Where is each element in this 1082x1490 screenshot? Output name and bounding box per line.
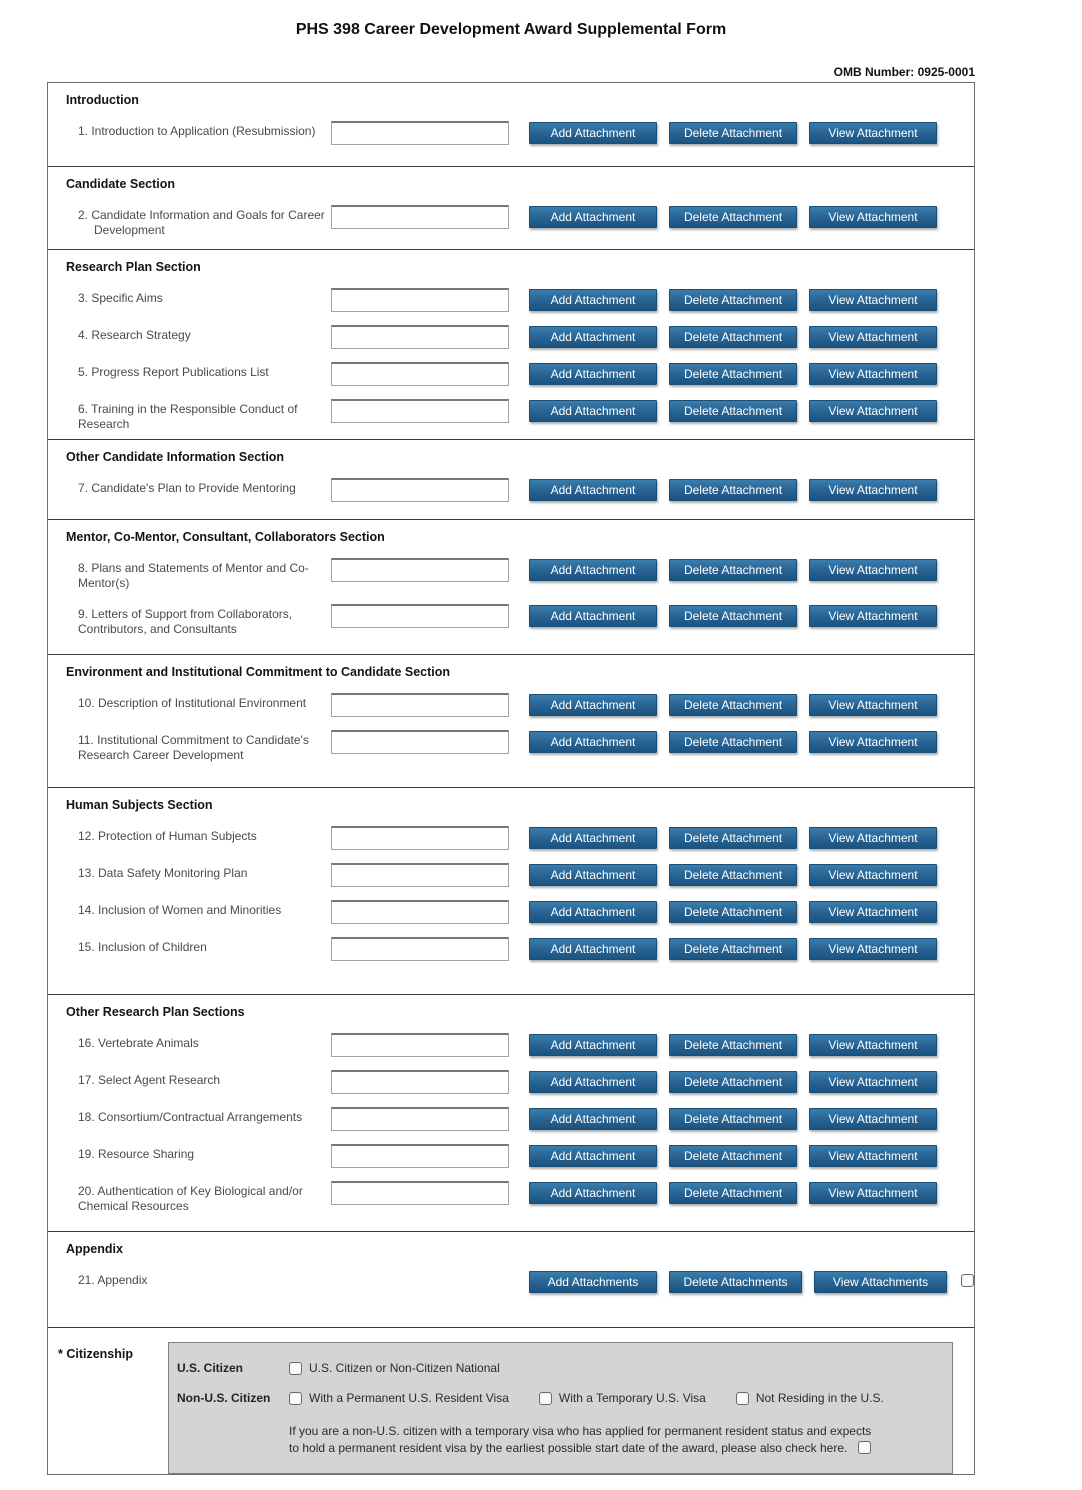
form-container [47,82,975,1475]
omb-number: OMB Number: 0925-0001 [833,65,975,79]
attachment-filename-input[interactable] [331,1107,509,1131]
attachment-row [78,1033,974,1057]
add-attachment-button[interactable]: Add Attachment [529,1071,657,1093]
attachment-row [78,937,974,961]
attachment-filename-input[interactable] [331,1181,509,1205]
item-label: 21. Appendix [78,1273,148,1287]
delete-attachment-button[interactable]: Delete Attachment [669,694,797,716]
attachment-filename-input[interactable] [331,1033,509,1057]
attachment-row [78,863,974,887]
attachment-row [78,325,974,349]
section-title: Appendix [66,1242,123,1256]
us-citizen-row [177,1361,942,1375]
form-section [48,166,974,249]
item-label: 1. Introduction to Application (Resubmission) [78,124,316,138]
add-attachment-button[interactable]: Add Attachments [529,1271,657,1293]
attachment-buttons [529,604,937,627]
view-attachment-button[interactable]: View Attachment [809,731,937,753]
form-section [48,994,974,1231]
view-attachment-button[interactable]: View Attachment [809,827,937,849]
section-title: Introduction [66,93,139,107]
attachment-filename-input[interactable] [331,288,509,312]
form-section [48,92,974,166]
view-attachment-button[interactable]: View Attachment [809,1108,937,1130]
section-title: Candidate Section [66,177,176,191]
attachment-filename-input[interactable] [331,1070,509,1094]
attachment-filename-input[interactable] [331,826,509,850]
item-label: 2. Candidate Information and Goals for Career Development [78,208,325,237]
attachment-filename-input[interactable] [331,205,509,229]
non-us-citizen-row [177,1391,942,1405]
view-attachment-button[interactable]: View Attachment [809,901,937,923]
appendix-checkbox[interactable] [961,1274,974,1287]
attachment-filename-input[interactable] [331,1144,509,1168]
item-label: 4. Research Strategy [78,328,191,342]
us-citizen-option-label: U.S. Citizen or Non-Citizen National [309,1361,500,1375]
attachment-row [78,121,974,145]
citizenship-label: * Citizenship [58,1347,134,1361]
add-attachment-button[interactable]: Add Attachment [529,122,657,144]
section-title: Research Plan Section [66,260,201,274]
citizenship-note [289,1423,942,1457]
item-label: 6. Training in the Responsible Conduct of Research [78,402,298,431]
attachment-row [78,558,974,591]
attachment-filename-input[interactable] [331,325,509,349]
field-spacer [331,1270,509,1294]
delete-attachment-button[interactable]: Delete Attachment [669,559,797,581]
delete-attachment-button[interactable]: Delete Attachment [669,206,797,228]
item-label: 7. Candidate's Plan to Provide Mentoring [78,481,296,495]
add-attachment-button[interactable]: Add Attachment [529,363,657,385]
permanent-resident-visa-label: With a Permanent U.S. Resident Visa [309,1391,509,1405]
view-attachment-button[interactable]: View Attachment [809,605,937,627]
citizenship-note-line2: to hold a permanent resident visa by the earliest possible start date of the award, please also check here. [289,1441,848,1455]
attachment-filename-input[interactable] [331,121,509,145]
form-section [48,439,974,519]
temporary-visa-label: With a Temporary U.S. Visa [558,1391,706,1405]
delete-attachment-button[interactable]: Delete Attachment [669,864,797,886]
attachment-buttons [529,937,937,960]
attachment-buttons [529,1033,937,1056]
form-section [48,519,974,654]
view-attachment-button[interactable]: View Attachment [809,206,937,228]
item-label: 19. Resource Sharing [78,1147,195,1161]
item-label: 5. Progress Report Publications List [78,365,269,379]
attachment-buttons [529,478,937,501]
view-attachment-button[interactable]: View Attachment [809,326,937,348]
attachment-row [78,288,974,312]
delete-attachment-button[interactable]: Delete Attachment [669,326,797,348]
delete-attachment-button[interactable]: Delete Attachment [669,1071,797,1093]
view-attachment-button[interactable]: View Attachment [809,1034,937,1056]
view-attachment-button[interactable]: View Attachment [809,694,937,716]
view-attachment-button[interactable]: View Attachment [809,1145,937,1167]
section-title: Other Candidate Information Section [66,450,285,464]
item-label: 18. Consortium/Contractual Arrangements [78,1110,303,1124]
view-attachment-button[interactable]: View Attachment [809,363,937,385]
form-page [47,20,975,1475]
attachment-filename-input[interactable] [331,693,509,717]
item-label: 15. Inclusion of Children [78,940,207,954]
view-attachment-button[interactable]: View Attachment [809,1071,937,1093]
attachment-buttons [529,730,937,753]
permanent-resident-visa-option[interactable] [289,1391,509,1405]
item-label: 9. Letters of Support from Collaborators, Contributors, and Consultants [78,607,293,636]
us-citizen-row-label: U.S. Citizen [177,1361,244,1375]
attachment-row [78,478,974,502]
temporary-visa-checkbox[interactable] [539,1392,552,1405]
attachment-filename-input[interactable] [331,362,509,386]
attachment-filename-input[interactable] [331,399,509,423]
attachment-buttons [529,826,937,849]
citizenship-note-line1: If you are a non-U.S. citizen with a temporary visa who has applied for permanent resident status and expects [289,1424,872,1438]
view-attachment-button[interactable]: View Attachment [809,479,937,501]
not-residing-label: Not Residing in the U.S. [755,1391,884,1405]
delete-attachment-button[interactable]: Delete Attachment [669,289,797,311]
view-attachment-button[interactable]: View Attachment [809,289,937,311]
add-attachment-button[interactable]: Add Attachment [529,1182,657,1204]
form-section [48,249,974,439]
view-attachment-button[interactable]: View Attachment [809,1182,937,1204]
attachment-buttons [529,205,937,228]
add-attachment-button[interactable]: Add Attachment [529,479,657,501]
attachment-filename-input[interactable] [331,604,509,628]
attachment-buttons [529,362,937,385]
add-attachment-button[interactable]: Add Attachment [529,731,657,753]
attachment-row [78,362,974,386]
add-attachment-button[interactable]: Add Attachment [529,206,657,228]
attachment-buttons [529,121,937,144]
section-title: Other Research Plan Sections [66,1005,245,1019]
delete-attachment-button[interactable]: Delete Attachment [669,400,797,422]
attachment-buttons [529,399,937,422]
section-title: Mentor, Co-Mentor, Consultant, Collaborators Section [66,530,385,544]
attachment-buttons [529,1070,937,1093]
attachment-buttons [529,558,937,581]
add-attachment-button[interactable]: Add Attachment [529,864,657,886]
add-attachment-button[interactable]: Add Attachment [529,694,657,716]
item-label: 13. Data Safety Monitoring Plan [78,866,248,880]
item-label: 20. Authentication of Key Biological and/or Chemical Resources [78,1184,303,1213]
not-residing-checkbox[interactable] [736,1392,749,1405]
section-title: Environment and Institutional Commitment to Candidate Section [66,665,451,679]
add-attachment-button[interactable]: Add Attachment [529,1145,657,1167]
attachment-filename-input[interactable] [331,863,509,887]
add-attachment-button[interactable]: Add Attachment [529,559,657,581]
add-attachment-button[interactable]: Add Attachment [529,901,657,923]
us-citizen-option[interactable] [289,1361,500,1375]
citizenship-note-checkbox[interactable] [858,1441,871,1454]
item-label: 14. Inclusion of Women and Minorities [78,903,282,917]
attachment-filename-input[interactable] [331,937,509,961]
delete-attachment-button[interactable]: Delete Attachment [669,901,797,923]
delete-attachment-button[interactable]: Delete Attachment [669,479,797,501]
delete-attachment-button[interactable]: Delete Attachment [669,731,797,753]
attachment-filename-input[interactable] [331,900,509,924]
attachment-buttons [529,288,937,311]
add-attachment-button[interactable]: Add Attachment [529,400,657,422]
item-label: 10. Description of Institutional Environment [78,696,307,710]
page-title: PHS 398 Career Development Award Supplemental Form [295,21,727,38]
delete-attachment-button[interactable]: Delete Attachments [669,1271,802,1293]
attachment-row [78,693,974,717]
attachment-buttons [529,325,937,348]
attachment-row [78,205,974,238]
attachment-buttons [529,1144,937,1167]
delete-attachment-button[interactable]: Delete Attachment [669,605,797,627]
form-section [48,654,974,787]
form-section [48,1231,974,1327]
attachment-row [78,900,974,924]
delete-attachment-button[interactable]: Delete Attachment [669,1108,797,1130]
delete-attachment-button[interactable]: Delete Attachment [669,122,797,144]
section-title: Human Subjects Section [66,798,213,812]
add-attachment-button[interactable]: Add Attachment [529,605,657,627]
attachment-row [78,1144,974,1168]
delete-attachment-button[interactable]: Delete Attachment [669,1145,797,1167]
add-attachment-button[interactable]: Add Attachment [529,1108,657,1130]
delete-attachment-button[interactable]: Delete Attachment [669,1034,797,1056]
view-attachment-button[interactable]: View Attachment [809,559,937,581]
item-label: 17. Select Agent Research [78,1073,221,1087]
us-citizen-checkbox[interactable] [289,1362,302,1375]
attachment-buttons [529,1270,947,1293]
view-attachment-button[interactable]: View Attachments [814,1271,947,1293]
delete-attachment-button[interactable]: Delete Attachment [669,827,797,849]
view-attachment-button[interactable]: View Attachment [809,122,937,144]
attachment-row [78,604,974,637]
add-attachment-button[interactable]: Add Attachment [529,938,657,960]
add-attachment-button[interactable]: Add Attachment [529,289,657,311]
attachment-row [78,1181,974,1214]
not-residing-option[interactable] [736,1391,884,1405]
attachment-buttons [529,1107,937,1130]
add-attachment-button[interactable]: Add Attachment [529,326,657,348]
attachment-buttons [529,863,937,886]
attachment-buttons [529,693,937,716]
delete-attachment-button[interactable]: Delete Attachment [669,363,797,385]
non-us-citizen-row-label: Non-U.S. Citizen [177,1391,271,1405]
item-label: 16. Vertebrate Animals [78,1036,199,1050]
citizenship-section [48,1327,974,1474]
view-attachment-button[interactable]: View Attachment [809,864,937,886]
delete-attachment-button[interactable]: Delete Attachment [669,1182,797,1204]
attachment-row [78,826,974,850]
attachment-row [78,1107,974,1131]
item-label: 8. Plans and Statements of Mentor and Co-Mentor(s) [78,561,309,590]
citizenship-box [168,1342,953,1474]
add-attachment-button[interactable]: Add Attachment [529,827,657,849]
view-attachment-button[interactable]: View Attachment [809,938,937,960]
attachment-row [78,1270,974,1294]
form-section [48,787,974,994]
item-label: 11. Institutional Commitment to Candidate's Research Career Development [78,733,309,762]
permanent-resident-visa-checkbox[interactable] [289,1392,302,1405]
temporary-visa-option[interactable] [539,1391,706,1405]
attachment-filename-input[interactable] [331,730,509,754]
item-label: 3. Specific Aims [78,291,163,305]
delete-attachment-button[interactable]: Delete Attachment [669,938,797,960]
add-attachment-button[interactable]: Add Attachment [529,1034,657,1056]
attachment-buttons [529,900,937,923]
attachment-filename-input[interactable] [331,558,509,582]
item-label: 12. Protection of Human Subjects [78,829,257,843]
attachment-row [78,730,974,763]
attachment-row [78,399,974,432]
attachment-filename-input[interactable] [331,478,509,502]
view-attachment-button[interactable]: View Attachment [809,400,937,422]
attachment-row [78,1070,974,1094]
attachment-buttons [529,1181,937,1204]
